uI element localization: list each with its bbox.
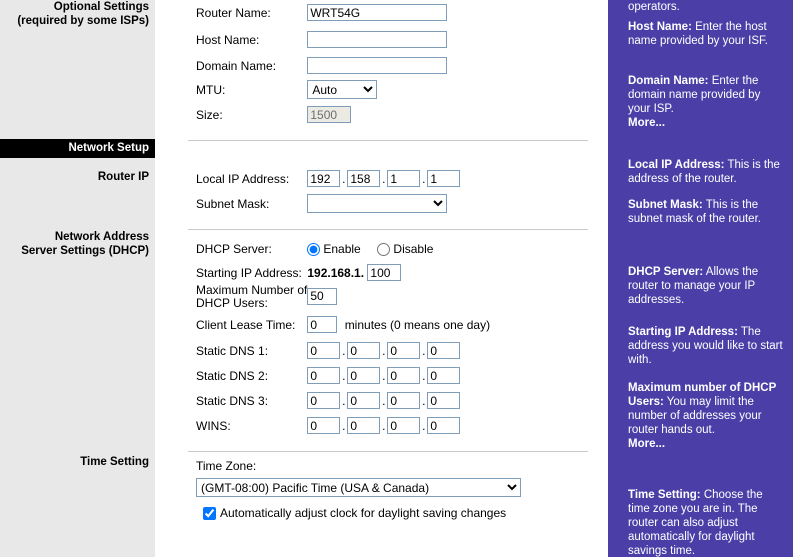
help-more-link-domain[interactable]: More... [628,117,666,129]
wins-octet-1[interactable] [307,417,340,434]
static-dns-1-octet-2[interactable] [347,342,380,359]
ip-dot: . [342,418,346,433]
dhcp-enable-label[interactable]: Enable [323,242,361,257]
row-static-dns-1 [196,340,460,360]
dhcp-label-line1: Network Address [54,231,149,243]
optional-settings-subtitle: (required by some ISPs) [17,15,149,27]
ip-dot: . [382,368,386,383]
ip-dot: . [382,171,386,186]
left-label-column [0,0,155,557]
main-form-panel [168,0,608,557]
client-lease-suffix: minutes (0 means one day) [344,317,491,332]
help-text-local-ip: This is the address of the router. [628,159,780,185]
local-ip-octet-2[interactable] [347,170,380,187]
row-static-dns-3 [196,390,460,410]
ip-dot: . [422,171,426,186]
dhcp-enable-radio[interactable] [307,243,320,256]
static-dns-3-octet-2[interactable] [347,392,380,409]
router-name-input[interactable] [307,4,447,21]
dhcp-disable-radio-wrap[interactable] [377,238,433,259]
time-zone-select[interactable] [196,478,521,497]
static-dns-1-octet-3[interactable] [387,342,420,359]
static-dns-3-octet-3[interactable] [387,392,420,409]
subnet-mask-select[interactable] [307,194,447,213]
starting-ip-prefix: 192.168.1. [307,265,365,280]
mtu-label: MTU: [196,82,226,97]
ip-dot: . [382,343,386,358]
ip-dot: . [422,343,426,358]
dhcp-server-label: DHCP Server: [196,241,272,256]
mtu-select[interactable] [307,80,377,99]
help-term-local-ip: Local IP Address: [628,159,725,171]
help-text-time-setting: Choose the time zone you are in. The router can also adjust automatically for daylight savings time. [628,489,763,557]
row-router-name [196,2,447,22]
client-lease-label: Client Lease Time: [196,317,296,332]
optional-settings-title: Optional Settings [53,1,149,13]
help-term-time-setting: Time Setting: [628,489,701,501]
static-dns-1-label: Static DNS 1: [196,343,269,358]
help-term-subnet-mask: Subnet Mask: [628,199,703,211]
wins-octet-2[interactable] [347,417,380,434]
help-item-host-name [628,20,783,48]
help-term-max-dhcp-users: Maximum number of DHCP Users: [628,382,777,408]
row-local-ip [196,168,460,188]
host-name-label: Host Name: [196,32,260,47]
local-ip-octet-1[interactable] [307,170,340,187]
row-domain-name [196,55,447,75]
section-label-router-ip: Router IP [97,171,149,183]
dhcp-disable-label[interactable]: Disable [393,242,434,257]
static-dns-2-octet-4[interactable] [427,367,460,384]
help-term-domain-name: Domain Name: [628,75,709,87]
ip-dot: . [382,418,386,433]
dhcp-label-line2: Server Settings (DHCP) [21,245,149,257]
size-label: Size: [196,107,223,122]
time-zone-label: Time Zone: [196,458,257,473]
wins-octet-3[interactable] [387,417,420,434]
static-dns-2-octet-2[interactable] [347,367,380,384]
help-more-link-dhcp-users[interactable]: More... [628,438,666,450]
ip-dot: . [342,343,346,358]
divider-2 [188,229,588,230]
help-item-dhcp-server [628,265,783,307]
help-text-domain-name: Enter the domain name provided by your ISP. [628,75,761,115]
row-daylight-saving [203,505,506,521]
section-bar-network-setup: Network Setup [0,139,155,158]
row-time-zone-select [196,477,521,497]
divider-1 [188,140,588,141]
help-text-host-name: Enter the host name provided by your ISF. [628,21,768,47]
help-text-starting-ip: The address you would like to start with. [628,326,783,366]
help-operators-fragment: operators. [628,1,680,13]
help-item-subnet-mask [628,198,783,226]
ip-dot: . [342,368,346,383]
ip-dot: . [342,171,346,186]
row-static-dns-2 [196,365,460,385]
section-label-dhcp [0,230,149,258]
help-term-host-name: Host Name: [628,21,692,33]
help-item-starting-ip [628,325,783,367]
help-item-domain-name [628,74,783,130]
size-input [307,106,351,123]
ip-dot: . [382,393,386,408]
help-item-time-setting [628,488,783,558]
ip-dot: . [422,393,426,408]
domain-name-input[interactable] [307,57,447,74]
static-dns-3-octet-1[interactable] [307,392,340,409]
local-ip-octet-4[interactable] [427,170,460,187]
local-ip-label: Local IP Address: [196,171,290,186]
daylight-saving-label[interactable]: Automatically adjust clock for daylight saving changes [220,506,507,520]
starting-ip-label: Starting IP Address: [196,265,302,280]
row-subnet-mask [196,193,447,213]
static-dns-2-octet-3[interactable] [387,367,420,384]
static-dns-1-octet-1[interactable] [307,342,340,359]
static-dns-3-label: Static DNS 3: [196,393,269,408]
ip-dot: . [422,368,426,383]
help-term-dhcp-server: DHCP Server: [628,266,704,278]
starting-ip-last-octet-input[interactable] [367,264,401,281]
row-host-name [196,29,447,49]
dhcp-enable-radio-wrap[interactable] [307,238,360,259]
help-item-local-ip [628,158,783,186]
section-label-optional-settings [0,0,149,28]
section-label-time-setting: Time Setting [80,456,149,468]
max-users-label-line2: DHCP Users: [196,296,268,310]
static-dns-2-octet-1[interactable] [307,367,340,384]
help-item-max-dhcp-users [628,381,783,451]
help-text-dhcp-server: Allows the router to manage your IP addresses. [628,266,759,306]
help-term-starting-ip: Starting IP Address: [628,326,738,338]
static-dns-3-octet-4[interactable] [427,392,460,409]
wins-octet-4[interactable] [427,417,460,434]
domain-name-label: Domain Name: [196,58,277,73]
host-name-input[interactable] [307,31,447,48]
subnet-mask-label: Subnet Mask: [196,196,270,211]
row-starting-ip [196,262,401,282]
client-lease-input[interactable] [307,316,337,333]
row-dhcp-server [196,238,433,258]
max-users-label-line1: Maximum Number of [196,283,308,297]
help-text-max-dhcp-users: You may limit the number of addresses your router hands out. [628,396,762,436]
max-users-label-wrap [196,283,308,310]
row-size [196,104,351,124]
column-gutter [155,0,168,557]
local-ip-octet-3[interactable] [387,170,420,187]
max-users-input[interactable] [307,288,337,305]
help-panel [608,0,793,557]
dhcp-disable-radio[interactable] [377,243,390,256]
divider-3 [188,451,588,452]
row-time-zone-label [196,455,256,475]
static-dns-1-octet-4[interactable] [427,342,460,359]
help-text-subnet-mask: This is the subnet mask of the router. [628,199,761,225]
router-name-label: Router Name: [196,5,271,20]
daylight-saving-checkbox[interactable] [203,507,216,520]
row-mtu [196,79,377,99]
static-dns-2-label: Static DNS 2: [196,368,269,383]
wins-label: WINS: [196,418,231,433]
ip-dot: . [342,393,346,408]
ip-dot: . [422,418,426,433]
row-client-lease-time [196,314,490,334]
row-wins [196,415,460,435]
row-max-dhcp-users [196,284,337,310]
